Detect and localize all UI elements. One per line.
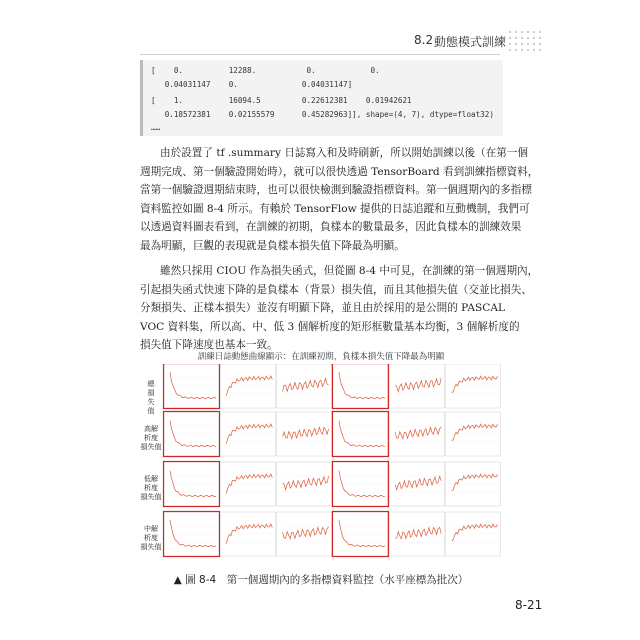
figure-row-label-high-res-loss: 高解 析度 損失值 xyxy=(140,425,162,451)
monitor-panel xyxy=(164,412,219,456)
monitor-panel xyxy=(277,462,332,506)
paragraph-line: 最為明顯，巨觀的表現就是負樣本損失值下降最為明顯。 xyxy=(140,239,405,252)
monitor-panel xyxy=(220,412,275,456)
monitor-panel xyxy=(333,462,388,506)
monitor-panel xyxy=(446,462,501,506)
monitor-panel xyxy=(220,512,275,556)
chapter-title: 動態模式訓練 xyxy=(434,35,507,49)
monitor-panel xyxy=(277,364,332,408)
monitor-panel xyxy=(389,462,444,506)
monitor-panel xyxy=(446,512,501,556)
monitor-panel xyxy=(220,462,275,506)
monitor-panel xyxy=(277,412,332,456)
header-divider xyxy=(140,54,500,55)
figure-row-label-mid-res-loss: 中解 析度 損失值 xyxy=(140,525,162,551)
paragraph-line: 以透過資料圖表看到，在訓練的初期，負樣本的數量最多，因此負樣本的訓練效果 xyxy=(140,221,522,233)
code-line: [ 0. 12288. 0. 0. xyxy=(151,66,380,75)
page-number: 8-21 xyxy=(515,598,543,612)
paragraph-line: 雖然只採用 CIOU 作為損失函式，但從圖 8-4 中可見，在訓練的第一個週期內， xyxy=(160,265,539,277)
monitor-panel xyxy=(389,512,444,556)
figure-title: 訓練日誌動態曲線顯示：在訓練初期，負樣本損失值下降最為明顯 xyxy=(197,352,445,362)
paragraph-1 xyxy=(140,144,539,255)
figure-caption: ▲ 圖 8-4 第一個週期內的多指標資料監控（水平座標為批次） xyxy=(173,574,469,586)
chapter-number: 8.2 xyxy=(414,33,434,47)
paragraph-line: 由於設置了 tf .summary 日誌寫入和及時刷新，所以開始訓練以後（在第一個 xyxy=(160,147,528,159)
monitor-panel xyxy=(446,364,501,408)
monitoring-chart-grid xyxy=(140,364,502,564)
paragraph-line: 資料監控如圖 8-4 所示。有賴於 TensorFlow 提供的日誌追蹤和互動機制，我們可 xyxy=(140,202,530,215)
code-block xyxy=(140,60,503,136)
paragraph-line: VOC 資料集，所以高、中、低 3 個解析度的矩形框數量基本均衡，3 個解析度的 xyxy=(140,320,520,333)
monitor-panel xyxy=(277,512,332,556)
page-header xyxy=(0,26,640,56)
monitor-panel xyxy=(446,412,501,456)
code-line: 0.04031147 0. 0.04031147] xyxy=(151,80,353,89)
code-line: [ 1. 16094.5 0.22612381 0.01942621 xyxy=(151,96,412,105)
monitor-panel xyxy=(333,412,388,456)
monitor-panel xyxy=(164,364,219,408)
code-line: 0.18572381 0.02155579 0.45282963]], shape=(4, 7), dtype=float32) xyxy=(151,110,494,119)
decorative-dots-icon xyxy=(508,30,544,52)
monitor-panel xyxy=(389,364,444,408)
figure-row-label-total-loss: 總 損 失 值 xyxy=(147,380,155,415)
monitor-panel xyxy=(164,512,219,556)
paragraph-line: 分類損失、正樣本損失）並沒有明顯下降，並且由於採用的是公開的 PASCAL xyxy=(140,302,506,314)
paragraph-line: 週期完成、第一個驗證開始時），就可以很快透過 TensorBoard 看到訓練指標資料， xyxy=(140,165,539,178)
code-line: …… xyxy=(151,123,161,132)
monitor-panel xyxy=(333,364,388,408)
monitor-panel xyxy=(389,412,444,456)
figure-row-label-low-res-loss: 低解 析度 損失值 xyxy=(140,475,162,501)
paragraph-2 xyxy=(140,262,539,355)
monitor-panel xyxy=(164,462,219,506)
monitor-panel xyxy=(333,512,388,556)
paragraph-line: 引起損失函式快速下降的是負樣本（背景）損失值，而且其他損失值（交並比損失、 xyxy=(140,283,532,296)
paragraph-line: 當第一個驗證週期結束時，也可以很快檢測到驗證指標資料。第一個週期內的多指標 xyxy=(140,184,532,196)
paragraph-line: 損失值下降速度也基本一致。 xyxy=(140,339,278,351)
monitor-panel xyxy=(220,364,275,408)
